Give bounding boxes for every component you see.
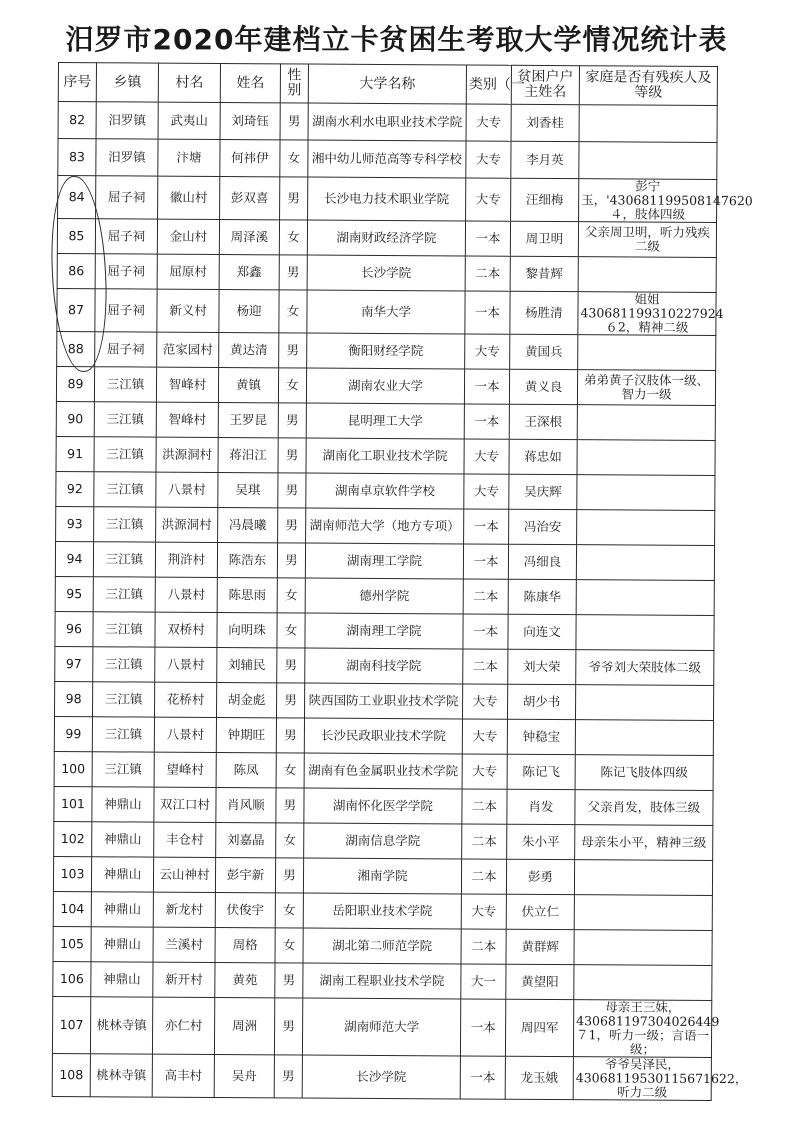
header-name: 姓名 (220, 63, 280, 102)
cell-disability (577, 440, 715, 476)
cell-gender: 女 (276, 753, 304, 788)
cell-village: 屈原村 (157, 254, 219, 289)
cell-category: 一本 (464, 369, 509, 404)
cell-university: 湖南农业大学 (306, 368, 464, 404)
cell-gender: 男 (278, 508, 306, 543)
cell-category: 一本 (463, 614, 508, 649)
cell-category: 大专 (466, 178, 511, 221)
cell-town: 三江镇 (94, 507, 156, 542)
cell-category: 二本 (463, 579, 508, 614)
cell-town: 汨罗镇 (96, 139, 158, 176)
cell-village: 高丰村 (152, 1054, 214, 1097)
cell-category: 大专 (466, 141, 511, 178)
cell-disability: 爷爷吴泽民，43068119530115671622，听力二级 (573, 1057, 711, 1101)
cell-category: 二本 (465, 256, 510, 291)
cell-village: 金山村 (157, 219, 219, 254)
cell-name: 黄苑 (215, 962, 275, 997)
cell-university: 湖南卓京软件学校 (306, 473, 464, 509)
table-row (52, 1053, 711, 1100)
table-row (56, 436, 715, 475)
cell-name: 陈浩东 (217, 542, 277, 577)
cell-town: 三江镇 (93, 647, 155, 682)
cell-householder: 黄望阳 (506, 964, 574, 999)
cell-disability: 姐姐 430681199310227924６2，精神二级 (578, 292, 716, 336)
cell-category: 一本 (463, 544, 508, 579)
table-row (58, 176, 717, 223)
cell-disability (575, 685, 713, 721)
table-row (53, 891, 712, 930)
header-category: 类别（一 (466, 65, 511, 104)
header-town: 乡镇 (96, 63, 158, 102)
cell-university: 湖南理工学院 (305, 543, 463, 579)
cell-householder: 冯细良 (508, 544, 576, 579)
cell-village: 云山神村 (153, 857, 215, 892)
cell-disability (579, 105, 717, 143)
cell-disability: 父亲肖发，肢体三级 (575, 790, 713, 826)
cell-gender: 女 (278, 368, 306, 403)
cell-category: 大专 (462, 684, 507, 719)
cell-disability: 父亲周卫明，听力残疾二级 (578, 222, 716, 258)
header-disability: 家庭是否有残疾人及等级 (579, 66, 717, 106)
cell-no: 102 (54, 821, 92, 856)
cell-category: 大专 (465, 334, 510, 369)
cell-gender: 男 (280, 103, 308, 140)
cell-name: 蒋汨江 (218, 437, 278, 472)
cell-category: 大一 (461, 964, 506, 999)
cell-householder: 汪细梅 (511, 178, 579, 221)
cell-category: 一本 (460, 999, 505, 1056)
cell-householder: 肖发 (507, 789, 575, 824)
cell-gender: 男 (279, 333, 307, 368)
cell-university: 湖南信息学院 (304, 823, 462, 859)
cell-village: 花桥村 (155, 682, 217, 717)
cell-village: 双江口村 (154, 787, 216, 822)
cell-university: 湖南师范大学（地方专项） (306, 508, 464, 544)
cell-no: 99 (54, 716, 92, 751)
cell-town: 三江镇 (92, 752, 154, 787)
cell-village: 亦仁村 (152, 997, 214, 1054)
cell-category: 一本 (464, 509, 509, 544)
cell-village: 丰仓村 (154, 822, 216, 857)
cell-householder: 陈康华 (508, 579, 576, 614)
cell-name: 刘辅民 (217, 647, 277, 682)
table-row (58, 139, 717, 180)
cell-gender: 女 (277, 578, 305, 613)
cell-gender: 男 (276, 788, 304, 823)
cell-name: 周泽溪 (219, 219, 279, 254)
cell-university: 南华大学 (307, 290, 465, 334)
cell-university: 湖南科技学院 (305, 648, 463, 684)
cell-disability (576, 615, 714, 651)
cell-no: 88 (57, 331, 95, 366)
cell-no: 92 (56, 471, 94, 506)
cell-village: 智峰村 (156, 402, 218, 437)
cell-disability (579, 142, 717, 180)
cell-householder: 杨胜清 (510, 291, 578, 334)
cell-village: 新龙村 (153, 892, 215, 927)
cell-university: 衡阳财经学院 (307, 333, 465, 369)
page-title: 汨罗市2020年建档立卡贫困生考取大学情况统计表 (65, 23, 728, 56)
cell-householder: 陈记飞 (507, 754, 575, 789)
cell-university: 湘南学院 (303, 858, 461, 894)
cell-village: 荆浒村 (155, 542, 217, 577)
table-row (57, 219, 716, 258)
table-row (55, 611, 714, 650)
cell-householder: 冯治安 (509, 509, 577, 544)
cell-town: 三江镇 (94, 472, 156, 507)
cell-no: 97 (55, 646, 93, 681)
cell-village: 八景村 (155, 577, 217, 612)
cell-university: 长沙学院 (302, 1055, 460, 1099)
table-row (54, 716, 713, 755)
cell-town: 神鼎山 (91, 962, 153, 997)
cell-no: 104 (53, 891, 91, 926)
table-row (56, 471, 715, 510)
cell-no: 95 (55, 576, 93, 611)
cell-householder: 王深根 (509, 404, 577, 439)
cell-name: 黄达清 (219, 332, 279, 367)
cell-village: 新开村 (153, 962, 215, 997)
cell-no: 101 (54, 786, 92, 821)
cell-gender: 女 (275, 893, 303, 928)
cell-gender: 男 (275, 963, 303, 998)
cell-town: 三江镇 (93, 542, 155, 577)
cell-village: 汴塘 (158, 139, 220, 176)
cell-name: 杨迎 (219, 289, 279, 332)
cell-disability (574, 860, 712, 896)
table-row (53, 961, 712, 1000)
cell-university: 湖南有色金属职业技术学院 (304, 753, 462, 789)
cell-disability: 爷爷刘大荣肢体二级 (576, 650, 714, 686)
cell-no: 84 (58, 176, 96, 219)
cell-name: 吴琪 (218, 472, 278, 507)
cell-householder: 彭勇 (506, 859, 574, 894)
cell-disability: 彭宁玉，'430681199508147620４，肢体四级 (579, 179, 717, 223)
cell-no: 89 (56, 366, 94, 401)
cell-town: 三江镇 (94, 402, 156, 437)
cell-no: 100 (54, 751, 92, 786)
cell-name: 彭双喜 (220, 176, 280, 219)
cell-name: 向明珠 (217, 612, 277, 647)
cell-name: 周洲 (214, 997, 274, 1054)
table-row (52, 996, 711, 1057)
cell-university: 湘中幼儿师范高等专科学校 (308, 140, 466, 178)
cell-village: 八景村 (155, 647, 217, 682)
cell-town: 神鼎山 (91, 927, 153, 962)
cell-disability (578, 257, 716, 293)
cell-village: 新义村 (157, 289, 219, 332)
cell-town: 桃林寺镇 (90, 997, 152, 1054)
cell-gender: 男 (277, 648, 305, 683)
cell-university: 湖南财政经济学院 (307, 220, 465, 256)
table-row (53, 856, 712, 895)
cell-university: 湖南师范大学 (302, 998, 460, 1056)
table-row (54, 786, 713, 825)
cell-category: 一本 (465, 221, 510, 256)
cell-town: 三江镇 (94, 437, 156, 472)
cell-town: 屈子祠 (95, 332, 157, 367)
cell-gender: 男 (274, 998, 302, 1055)
cell-disability: 弟弟黄子汉肢体一级、智力一级 (577, 370, 715, 406)
header-university: 大学名称 (308, 64, 466, 104)
table-row (54, 821, 713, 860)
cell-no: 83 (58, 139, 96, 176)
cell-village: 八景村 (156, 472, 218, 507)
table-row (56, 506, 715, 545)
cell-disability: 母亲朱小平，精神三级 (575, 825, 713, 861)
cell-university: 岳阳职业技术学院 (303, 893, 461, 929)
cell-householder: 李月英 (511, 141, 579, 178)
cell-university: 昆明理工大学 (306, 403, 464, 439)
cell-gender: 男 (276, 683, 304, 718)
cell-name: 吴舟 (214, 1054, 274, 1097)
cell-village: 洪源洞村 (156, 437, 218, 472)
cell-disability (577, 510, 715, 546)
cell-category: 二本 (462, 789, 507, 824)
cell-gender: 男 (277, 543, 305, 578)
table-row (55, 646, 714, 685)
cell-gender: 男 (278, 438, 306, 473)
cell-disability (574, 895, 712, 931)
cell-gender: 女 (275, 928, 303, 963)
cell-disability (576, 580, 714, 616)
cell-village: 洪源洞村 (156, 507, 218, 542)
table-row (55, 541, 714, 580)
cell-householder: 黄群辉 (506, 929, 574, 964)
table-row (58, 102, 717, 143)
cell-householder: 刘香桂 (511, 104, 579, 141)
table-row (55, 681, 714, 720)
cell-name: 肖风顺 (216, 787, 276, 822)
cell-no: 106 (53, 961, 91, 996)
cell-category: 二本 (461, 859, 506, 894)
cell-town: 屈子祠 (96, 176, 158, 219)
cell-householder: 钟稳宝 (507, 719, 575, 754)
cell-gender: 男 (278, 473, 306, 508)
header-village: 村名 (158, 63, 220, 102)
table-row (53, 926, 712, 965)
statistics-table (52, 62, 753, 1101)
cell-disability (574, 965, 712, 1001)
cell-disability: 陈记飞肢体四级 (575, 755, 713, 791)
cell-no: 107 (52, 996, 90, 1053)
cell-gender: 女 (279, 220, 307, 255)
header-householder: 贫困户户主姓名 (511, 65, 579, 104)
cell-householder: 朱小平 (507, 824, 575, 859)
cell-no: 87 (57, 288, 95, 331)
header-row (58, 63, 717, 106)
cell-category: 大专 (466, 104, 511, 141)
cell-university: 湖南怀化医学学院 (304, 788, 462, 824)
table-body (52, 102, 753, 1101)
cell-householder: 黄国兵 (510, 334, 578, 369)
cell-university: 湖北第二师范学院 (303, 928, 461, 964)
cell-householder: 周卫明 (510, 221, 578, 256)
cell-category: 二本 (462, 824, 507, 859)
cell-no: 91 (56, 436, 94, 471)
cell-disability (578, 335, 716, 371)
cell-town: 神鼎山 (91, 892, 153, 927)
table-row (57, 253, 716, 292)
cell-town: 汨罗镇 (96, 102, 158, 139)
cell-householder: 蒋忠如 (509, 439, 577, 474)
cell-no: 82 (58, 102, 96, 139)
cell-village: 八景村 (154, 717, 216, 752)
cell-town: 三江镇 (94, 367, 156, 402)
cell-town: 屈子祠 (95, 219, 157, 254)
cell-no: 94 (55, 541, 93, 576)
table-row (56, 401, 715, 440)
header-gender: 性别 (280, 64, 308, 103)
cell-gender: 女 (277, 613, 305, 648)
cell-town: 神鼎山 (92, 822, 154, 857)
cell-gender: 男 (274, 1055, 302, 1098)
cell-gender: 女 (279, 290, 307, 333)
cell-name: 伏俊宇 (215, 892, 275, 927)
cell-town: 桃林寺镇 (90, 1054, 152, 1097)
cell-gender: 男 (278, 403, 306, 438)
cell-householder: 黄义良 (509, 369, 577, 404)
cell-gender: 男 (275, 858, 303, 893)
cell-name: 王罗昆 (218, 402, 278, 437)
cell-university: 德州学院 (305, 578, 463, 614)
cell-category: 大专 (462, 719, 507, 754)
cell-disability (575, 720, 713, 756)
cell-university: 湖南水利水电职业技术学院 (308, 103, 466, 141)
cell-disability (577, 405, 715, 441)
cell-name: 郑鑫 (219, 254, 279, 289)
cell-householder: 龙玉娥 (505, 1056, 573, 1099)
cell-no: 90 (56, 401, 94, 436)
cell-no: 96 (55, 611, 93, 646)
cell-disability (576, 545, 714, 581)
cell-village: 武夷山 (158, 102, 220, 139)
cell-disability (577, 475, 715, 511)
cell-disability: 母亲王三妹，430681197304026449７1，听力一级；言语一级； (573, 1000, 711, 1058)
cell-village: 徽山村 (158, 176, 220, 219)
cell-name: 钟期旺 (216, 717, 276, 752)
cell-gender: 女 (276, 823, 304, 858)
table-row (57, 288, 716, 335)
cell-householder: 刘大荣 (508, 649, 576, 684)
cell-no: 86 (57, 253, 95, 288)
cell-disability (574, 930, 712, 966)
table-row (56, 366, 715, 405)
cell-university: 长沙电力技术职业学院 (308, 177, 466, 221)
cell-town: 三江镇 (93, 682, 155, 717)
cell-name: 周格 (215, 927, 275, 962)
cell-university: 湖南理工学院 (305, 613, 463, 649)
cell-university: 湖南化工职业技术学院 (306, 438, 464, 474)
cell-name: 刘嘉晶 (216, 822, 276, 857)
cell-gender: 女 (280, 140, 308, 177)
cell-no: 85 (57, 219, 95, 254)
cell-village: 双桥村 (155, 612, 217, 647)
cell-category: 大专 (462, 754, 507, 789)
cell-no: 105 (53, 926, 91, 961)
cell-town: 三江镇 (92, 717, 154, 752)
cell-name: 陈思雨 (217, 577, 277, 612)
cell-name: 陈凤 (216, 752, 276, 787)
cell-no: 93 (56, 506, 94, 541)
cell-householder: 黎昔辉 (510, 256, 578, 291)
cell-householder: 向连文 (508, 614, 576, 649)
cell-town: 神鼎山 (92, 787, 154, 822)
cell-gender: 男 (280, 177, 308, 220)
cell-name: 彭宇新 (215, 857, 275, 892)
cell-category: 二本 (461, 929, 506, 964)
cell-name: 黄镇 (218, 367, 278, 402)
cell-town: 三江镇 (93, 577, 155, 612)
table-row (54, 751, 713, 790)
cell-town: 屈子祠 (95, 289, 157, 332)
table-row (55, 576, 714, 615)
cell-name: 何祎伊 (220, 139, 280, 176)
cell-householder: 胡少书 (507, 684, 575, 719)
cell-category: 一本 (465, 291, 510, 334)
cell-university: 长沙民政职业技术学院 (304, 718, 462, 754)
cell-town: 三江镇 (93, 612, 155, 647)
cell-town: 神鼎山 (91, 857, 153, 892)
cell-category: 一本 (464, 404, 509, 439)
cell-university: 陕西国防工业职业技术学院 (304, 683, 462, 719)
cell-village: 兰溪村 (153, 927, 215, 962)
cell-category: 大专 (464, 474, 509, 509)
cell-no: 98 (55, 681, 93, 716)
cell-category: 大专 (464, 439, 509, 474)
cell-town: 屈子祠 (95, 254, 157, 289)
cell-householder: 周四军 (505, 999, 573, 1056)
cell-university: 湖南工程职业技术学院 (303, 963, 461, 999)
cell-gender: 男 (279, 255, 307, 290)
cell-householder: 吴庆辉 (509, 474, 577, 509)
header-no: 序号 (58, 63, 96, 102)
cell-village: 智峰村 (156, 367, 218, 402)
cell-name: 冯晨曦 (218, 507, 278, 542)
cell-name: 刘琦钰 (220, 102, 280, 139)
cell-category: 大专 (461, 894, 506, 929)
cell-no: 103 (53, 856, 91, 891)
cell-university: 长沙学院 (307, 255, 465, 291)
cell-householder: 伏立仁 (506, 894, 574, 929)
cell-category: 一本 (460, 1056, 505, 1099)
cell-no: 108 (52, 1053, 90, 1096)
cell-village: 范家园村 (157, 332, 219, 367)
cell-name: 胡金彪 (216, 682, 276, 717)
cell-village: 望峰村 (154, 752, 216, 787)
table-row (57, 331, 716, 370)
cell-category: 二本 (463, 649, 508, 684)
cell-gender: 男 (276, 718, 304, 753)
